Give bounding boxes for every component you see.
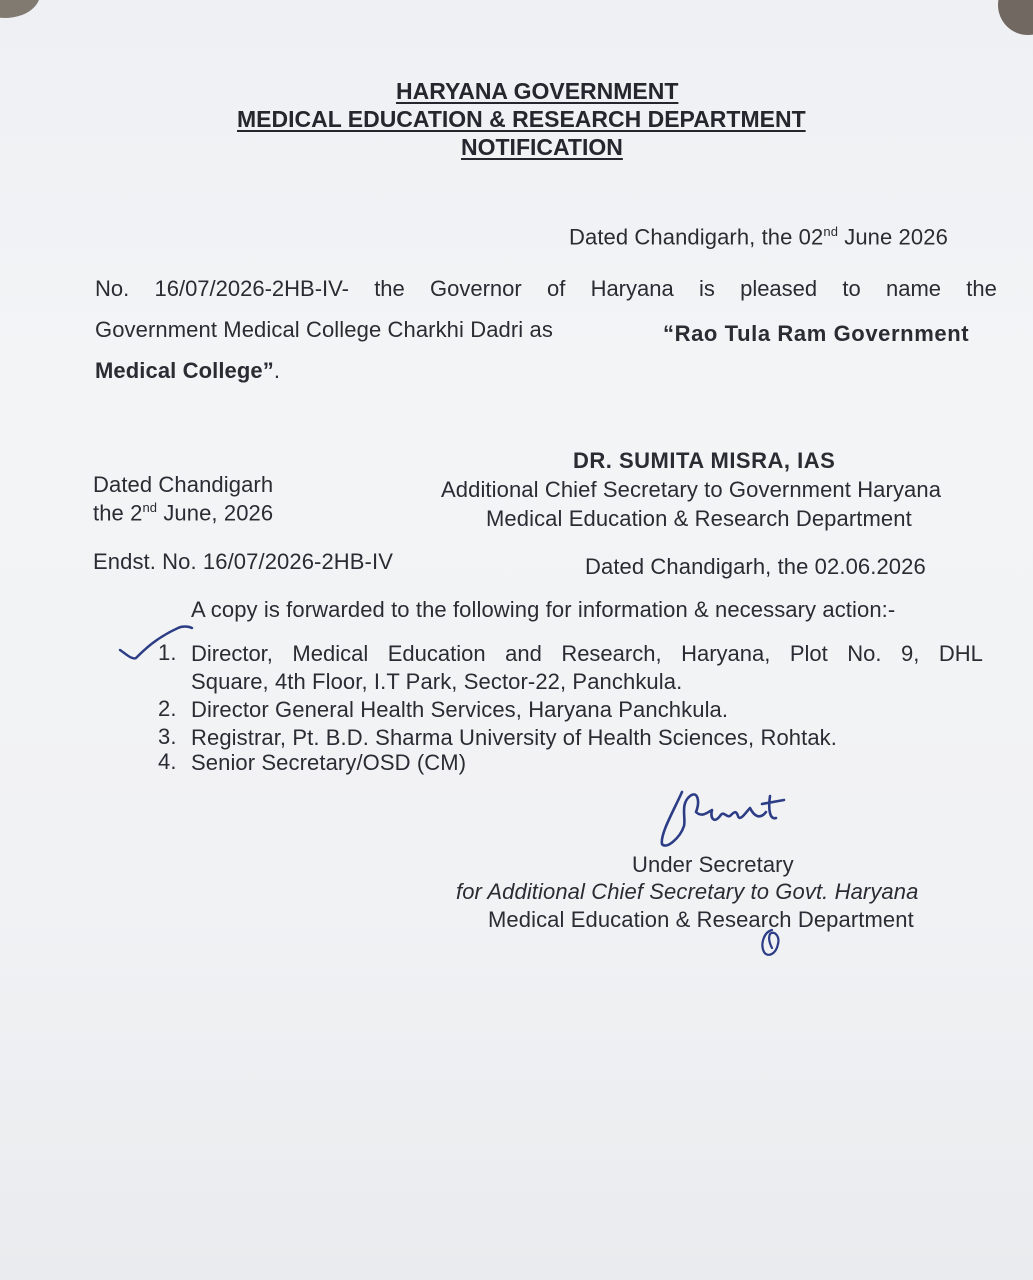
endorsement-number: Endst. No. 16/07/2026-2HB-IV <box>93 549 393 574</box>
list-item-number: 4. <box>158 749 177 774</box>
handwritten-signature <box>652 782 792 852</box>
body-line-1-word: name <box>885 276 942 301</box>
notification-date: Dated Chandigarh, the 02nd June 2026 <box>569 224 948 250</box>
body-line-1-word: Haryana <box>590 276 674 301</box>
body-line-1-word: the <box>966 276 997 301</box>
list-item-2: Director General Health Services, Haryana Panchkula. <box>191 697 729 722</box>
body-line-1-word: the <box>374 276 405 301</box>
body-line-1-word: to <box>842 276 861 301</box>
list-item-1-word: Education <box>387 641 486 666</box>
list-item-1-line-1 <box>191 641 983 667</box>
list-item-4: Senior Secretary/OSD (CM) <box>191 750 467 775</box>
under-secretary-line-1: for Additional Chief Secretary to Govt. Haryana <box>456 879 919 904</box>
header-notification: NOTIFICATION <box>461 134 623 160</box>
left-date-line-1: Dated Chandigarh <box>93 472 274 497</box>
signatory-title-2: Medical Education & Research Department <box>486 506 912 531</box>
body-line-1 <box>95 276 997 302</box>
body-line-1-word: of <box>546 276 566 301</box>
body-line-1-word: No. <box>95 276 130 301</box>
list-item-1-word: Plot <box>789 641 828 666</box>
list-item-1-word: Director, <box>191 641 273 666</box>
list-item-1-word: DHL <box>938 641 983 666</box>
background-edge <box>998 0 1033 35</box>
signatory-name: DR. SUMITA MISRA, IAS <box>573 448 836 473</box>
list-item-1-word: Haryana, <box>681 641 771 666</box>
body-line-1-word: pleased <box>740 276 818 301</box>
endorsement-date: Dated Chandigarh, the 02.06.2026 <box>585 554 926 579</box>
list-item-1-word: Research, <box>561 641 662 666</box>
handwritten-tick-mark <box>116 620 196 665</box>
list-item-number: 3. <box>158 724 177 749</box>
list-item-1-word: and <box>505 641 542 666</box>
handwritten-initial-mark <box>756 924 784 960</box>
list-item-1-word: Medical <box>292 641 369 666</box>
header-government: HARYANA GOVERNMENT <box>396 78 679 104</box>
body-line-3: Medical College”. <box>95 358 281 383</box>
college-new-name: “Rao Tula Ram Government <box>663 321 970 346</box>
background-edge <box>0 0 40 18</box>
under-secretary-title: Under Secretary <box>632 852 794 877</box>
signatory-title-1: Additional Chief Secretary to Government Haryana <box>441 477 942 502</box>
under-secretary-line-2: Medical Education & Research Department <box>488 907 914 932</box>
list-item-1-line-2: Square, 4th Floor, I.T Park, Sector-22, Panchkula. <box>191 669 683 694</box>
body-line-2: Government Medical College Charkhi Dadri as <box>95 317 553 342</box>
list-item-number: 2. <box>158 696 177 721</box>
body-line-1-word: is <box>698 276 715 301</box>
endorsement-intro: A copy is forwarded to the following for information & necessary action:- <box>191 597 896 622</box>
list-item-1-word: 9, <box>901 641 920 666</box>
list-item-number: 1. <box>158 640 177 665</box>
header-department: MEDICAL EDUCATION & RESEARCH DEPARTMENT <box>237 106 806 132</box>
list-item-1-word: No. <box>847 641 882 666</box>
body-line-1-word: 16/07/2026-2HB-IV- <box>154 276 349 301</box>
left-date-line-2: the 2nd June, 2026 <box>93 500 274 526</box>
body-line-1-word: Governor <box>430 276 522 301</box>
list-item-3: Registrar, Pt. B.D. Sharma University of Health Sciences, Rohtak. <box>191 725 837 750</box>
